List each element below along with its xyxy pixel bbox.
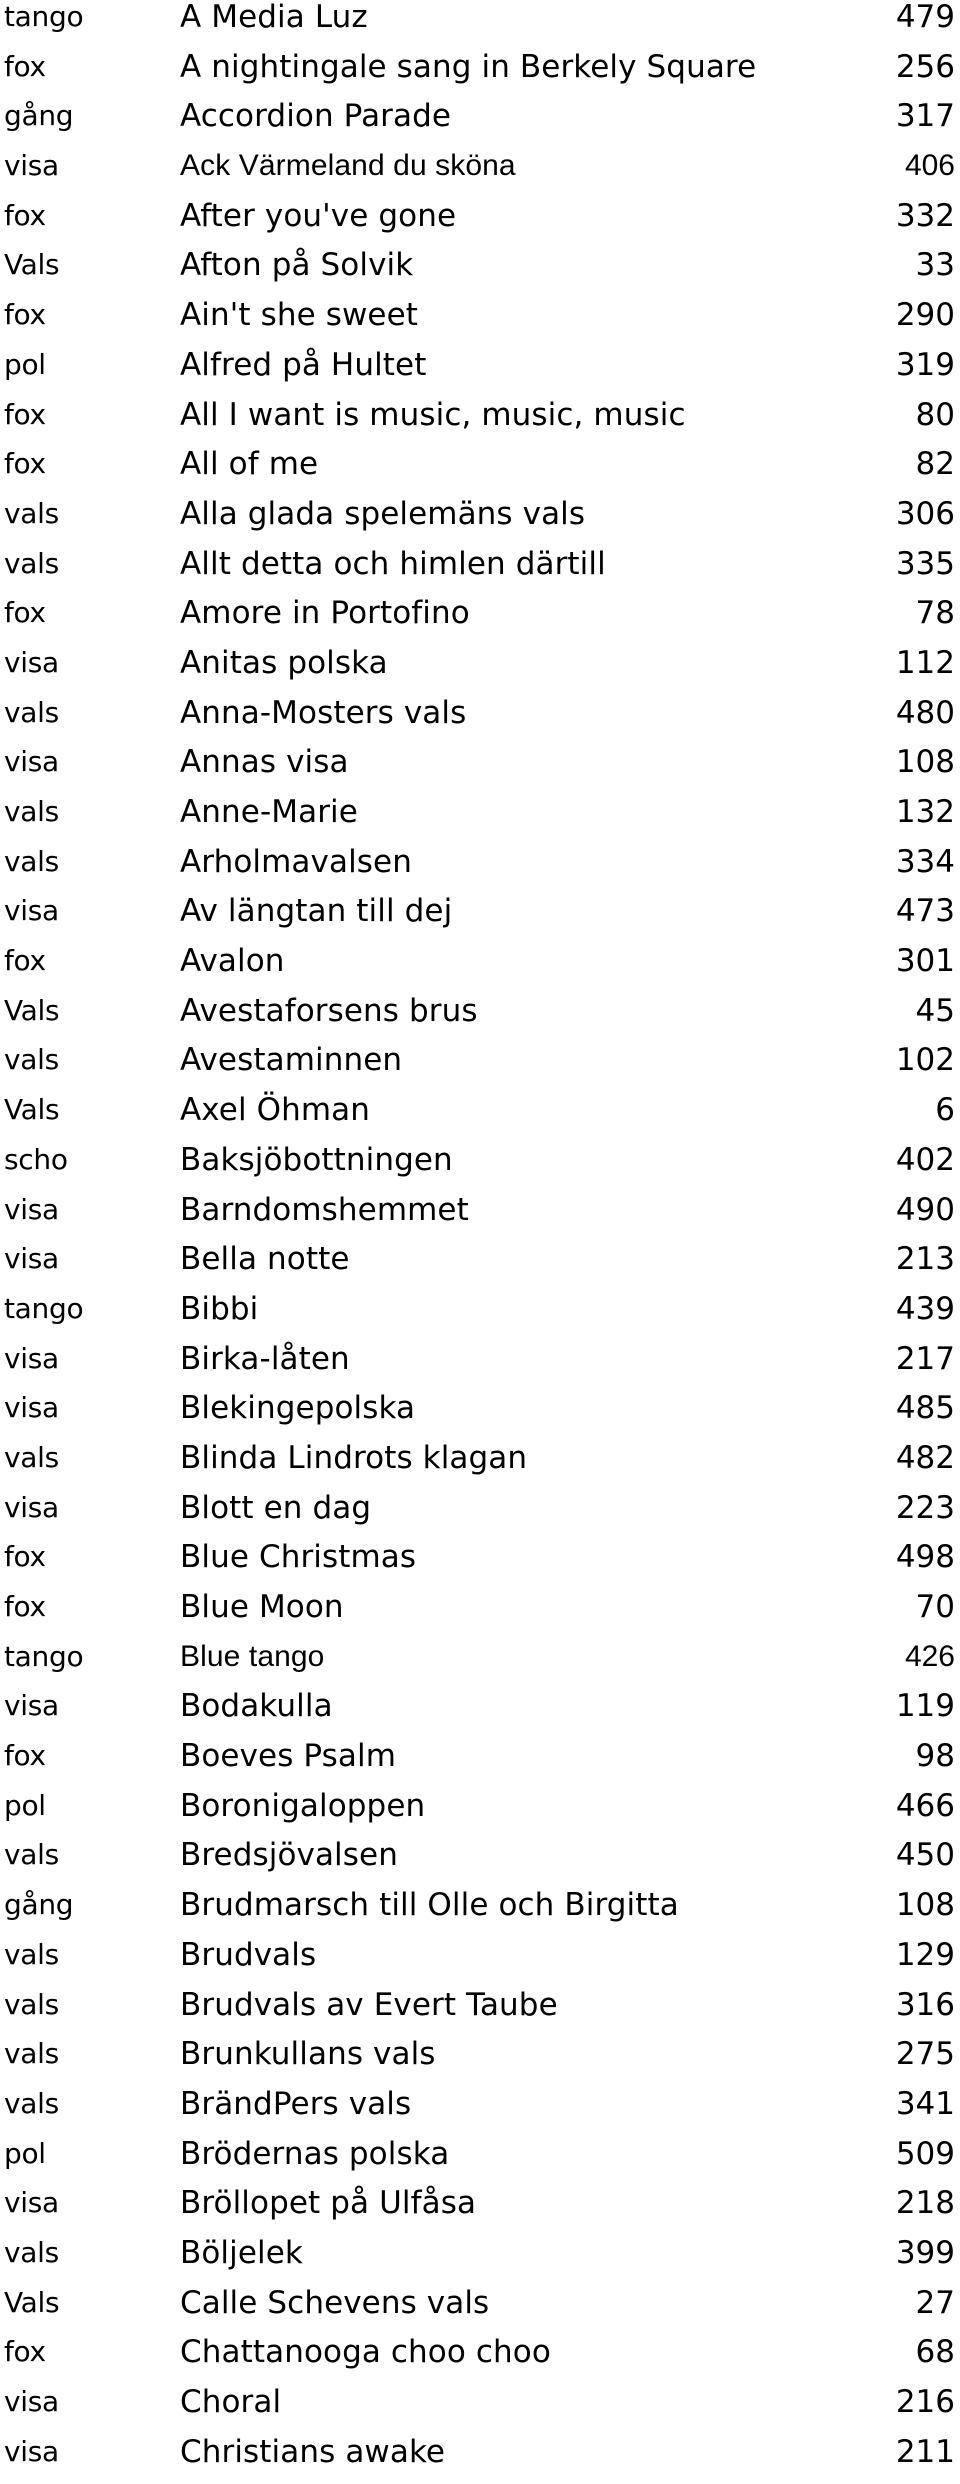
list-item [0, 2435, 960, 2484]
list-item [0, 0, 960, 50]
song-title: All of me [180, 446, 319, 483]
dance-type: visa [4, 645, 59, 679]
dance-type: fox [4, 298, 46, 332]
song-number: 509 [895, 2135, 955, 2172]
list-item [0, 2385, 960, 2435]
list-item [0, 1441, 960, 1491]
dance-type: visa [4, 2385, 59, 2418]
dance-type: tango [4, 1291, 84, 1325]
song-number: 132 [895, 794, 955, 830]
song-number: 223 [895, 1489, 955, 1526]
list-item [0, 1888, 960, 1938]
dance-type: vals [4, 2037, 59, 2071]
song-number: 213 [895, 1241, 955, 1278]
list-item [0, 894, 960, 944]
song-title: Calle Schevens vals [180, 2284, 490, 2321]
song-number: 316 [895, 1986, 955, 2023]
list-item [0, 2087, 960, 2137]
song-number: 466 [895, 1787, 955, 1824]
song-number: 82 [915, 446, 955, 483]
dance-type: fox [4, 447, 46, 481]
song-title: A nightingale sang in Berkely Square [180, 48, 757, 85]
dance-type: gång [4, 1888, 74, 1922]
song-title: Boeves Psalm [180, 1738, 397, 1775]
list-item [0, 1540, 960, 1590]
list-item [0, 845, 960, 895]
dance-type: fox [4, 944, 46, 978]
dance-type: fox [4, 2335, 46, 2369]
song-title: Bibbi [180, 1290, 259, 1327]
dance-type: tango [4, 1639, 84, 1673]
song-number: 216 [895, 2384, 955, 2420]
song-number: 119 [895, 1688, 955, 1725]
song-title: Anitas polska [180, 644, 388, 681]
song-title: Brudvals [180, 1936, 317, 1973]
list-item [0, 1491, 960, 1541]
list-item [0, 348, 960, 398]
song-title: Blue tango [180, 1639, 325, 1673]
song-title: Avestaforsens brus [180, 992, 478, 1029]
dance-type: visa [4, 149, 59, 183]
song-number: 399 [895, 2234, 955, 2271]
dance-type: fox [4, 1540, 46, 1574]
dance-type: vals [4, 2086, 59, 2120]
list-item [0, 2037, 960, 2087]
song-number: 98 [915, 1738, 955, 1775]
list-item [0, 1689, 960, 1739]
song-title: Amore in Portofino [180, 595, 470, 632]
dance-type: vals [4, 1440, 59, 1474]
song-number: 306 [895, 495, 955, 532]
dance-type: pol [4, 347, 46, 381]
list-item [0, 646, 960, 696]
song-number: 479 [895, 0, 955, 35]
dance-type: pol [4, 1788, 46, 1822]
list-item [0, 1590, 960, 1640]
dance-type: fox [4, 198, 46, 232]
song-number: 102 [895, 1042, 955, 1079]
list-item [0, 1193, 960, 1243]
song-number: 275 [895, 2036, 955, 2073]
dance-type: Vals [4, 993, 60, 1027]
song-title: Anne-Marie [180, 794, 358, 830]
dance-type: vals [4, 546, 59, 580]
song-number: 450 [895, 1837, 955, 1874]
list-item [0, 2236, 960, 2286]
list-item [0, 2335, 960, 2385]
song-title: Arholmavalsen [180, 843, 412, 880]
dance-type: visa [4, 894, 59, 928]
list-item [0, 2186, 960, 2236]
list-item [0, 1093, 960, 1143]
list-item [0, 99, 960, 149]
dance-type: fox [4, 596, 46, 630]
dance-type: visa [4, 745, 59, 779]
song-number: 426 [904, 1639, 955, 1673]
list-item [0, 1988, 960, 2038]
song-title: Blue Moon [180, 1589, 344, 1625]
song-title: Accordion Parade [180, 98, 452, 135]
dance-type: visa [4, 2186, 59, 2220]
song-number: 485 [895, 1390, 955, 1427]
list-item [0, 1739, 960, 1789]
song-number: 480 [895, 694, 955, 731]
list-item [0, 1789, 960, 1839]
song-title: Axel Öhman [180, 1092, 371, 1129]
song-title: Brunkullans vals [180, 2036, 436, 2073]
dance-type: visa [4, 1341, 59, 1375]
dance-type: visa [4, 1391, 59, 1425]
song-title: Bella notte [180, 1241, 350, 1278]
list-item [0, 1342, 960, 1392]
dance-type: visa [4, 1490, 59, 1524]
list-item [0, 149, 960, 199]
dance-type: vals [4, 1987, 59, 2021]
dance-type: Vals [4, 2285, 60, 2319]
list-item [0, 596, 960, 646]
song-number: 317 [895, 98, 955, 135]
song-title: Birka-låten [180, 1340, 350, 1377]
song-number: 112 [895, 644, 955, 681]
song-number: 33 [915, 247, 955, 284]
list-item [0, 1938, 960, 1988]
song-number: 218 [895, 2185, 955, 2222]
dance-type: visa [4, 1689, 59, 1723]
song-number: 290 [895, 297, 955, 334]
song-number: 108 [895, 744, 955, 781]
song-title: Brudmarsch till Olle och Birgitta [180, 1887, 679, 1924]
list-item [0, 199, 960, 249]
song-title: Ack Värmeland du sköna [180, 149, 516, 183]
song-number: 70 [915, 1589, 955, 1625]
song-title: Alla glada spelemäns vals [180, 495, 586, 532]
song-number: 319 [895, 346, 955, 383]
list-item [0, 547, 960, 597]
dance-type: scho [4, 1142, 68, 1176]
song-title: Chattanooga choo choo [180, 2334, 551, 2371]
dance-type: vals [4, 1043, 59, 1077]
list-item [0, 1143, 960, 1193]
song-number: 211 [895, 2433, 955, 2470]
song-title: Christians awake [180, 2433, 446, 2470]
dance-type: Vals [4, 1093, 60, 1127]
list-item [0, 1391, 960, 1441]
song-number: 6 [935, 1092, 955, 1129]
song-title: Avestaminnen [180, 1042, 403, 1079]
song-number: 45 [915, 992, 955, 1029]
list-item [0, 497, 960, 547]
dance-type: vals [4, 496, 59, 530]
dance-type: gång [4, 99, 74, 133]
song-title: Brödernas polska [180, 2135, 450, 2172]
dance-type: visa [4, 1242, 59, 1276]
list-item [0, 298, 960, 348]
song-number: 473 [895, 893, 955, 930]
song-title: Choral [180, 2384, 282, 2420]
list-item [0, 50, 960, 100]
song-title: Böljelek [180, 2234, 303, 2271]
dance-type: vals [4, 844, 59, 878]
song-title: BrändPers vals [180, 2085, 412, 2122]
list-item [0, 1043, 960, 1093]
list-item [0, 1292, 960, 1342]
song-title: A Media Luz [180, 0, 368, 35]
song-title: Afton på Solvik [180, 247, 414, 284]
dance-type: pol [4, 2136, 46, 2170]
song-number: 80 [915, 396, 955, 433]
list-item [0, 1242, 960, 1292]
list-item [0, 2137, 960, 2187]
song-number: 78 [915, 595, 955, 632]
dance-type: fox [4, 1590, 46, 1623]
song-title: Ain't she sweet [180, 297, 419, 334]
list-item [0, 1640, 960, 1690]
dance-type: fox [4, 397, 46, 431]
song-number: 332 [895, 197, 955, 234]
song-number: 301 [895, 943, 955, 980]
song-number: 482 [895, 1439, 955, 1476]
list-item [0, 2286, 960, 2336]
list-item [0, 1838, 960, 1888]
list-item [0, 398, 960, 448]
song-number: 335 [895, 545, 955, 582]
dance-type: visa [4, 1192, 59, 1226]
song-number: 108 [895, 1887, 955, 1924]
dance-type: vals [4, 795, 59, 828]
song-title: Boronigaloppen [180, 1787, 426, 1824]
song-title: Barndomshemmet [180, 1191, 469, 1228]
song-title: Baksjöbottningen [180, 1141, 453, 1178]
song-title: Bredsjövalsen [180, 1837, 398, 1874]
list-item [0, 696, 960, 746]
song-title: Blue Christmas [180, 1539, 417, 1576]
song-title: Alfred på Hultet [180, 346, 427, 383]
dance-type: fox [4, 49, 46, 83]
dance-type: vals [4, 695, 59, 729]
list-item [0, 944, 960, 994]
dance-type: Vals [4, 248, 60, 282]
song-number: 402 [895, 1141, 955, 1178]
song-number: 406 [904, 149, 955, 183]
song-title: Annas visa [180, 744, 349, 781]
song-number: 490 [895, 1191, 955, 1228]
song-title: Blinda Lindrots klagan [180, 1439, 528, 1476]
dance-type: vals [4, 1838, 59, 1872]
song-number: 498 [895, 1539, 955, 1576]
dance-type: tango [4, 0, 84, 33]
song-number: 341 [895, 2085, 955, 2122]
dance-type: vals [4, 2235, 59, 2269]
song-number: 256 [895, 48, 955, 85]
song-number: 334 [895, 843, 955, 880]
list-item [0, 745, 960, 795]
song-number: 217 [895, 1340, 955, 1377]
dance-type: fox [4, 1739, 46, 1773]
list-item [0, 795, 960, 845]
song-number: 68 [915, 2334, 955, 2371]
song-title: After you've gone [180, 197, 457, 234]
song-title: Bröllopet på Ulfåsa [180, 2185, 477, 2222]
list-item [0, 447, 960, 497]
song-title: Avalon [180, 943, 285, 980]
dance-type: vals [4, 1937, 59, 1971]
song-title: Allt detta och himlen därtill [180, 545, 606, 582]
song-title: Blott en dag [180, 1489, 372, 1526]
song-number: 129 [895, 1936, 955, 1973]
dance-type: visa [4, 2434, 59, 2468]
song-title: Brudvals av Evert Taube [180, 1986, 558, 2023]
list-item [0, 994, 960, 1044]
song-title: Anna-Mosters vals [180, 694, 467, 731]
song-title: Av längtan till dej [180, 893, 453, 930]
song-title: All I want is music, music, music [180, 396, 686, 433]
song-number: 439 [895, 1290, 955, 1327]
song-number: 27 [915, 2284, 955, 2321]
song-title: Bodakulla [180, 1688, 333, 1725]
song-title: Blekingepolska [180, 1390, 416, 1427]
list-item [0, 248, 960, 298]
